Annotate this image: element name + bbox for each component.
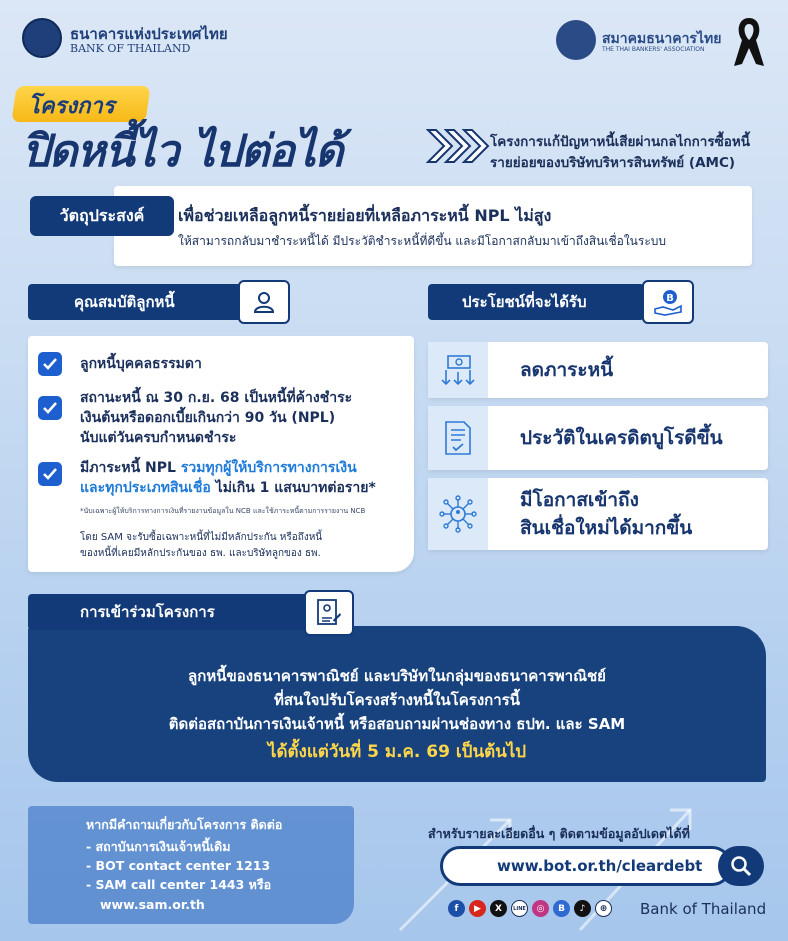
web-icon[interactable]: ⊕ <box>595 900 612 917</box>
credit-report-icon <box>428 406 488 470</box>
contact-item-3: - SAM call center 1443 หรือ <box>86 877 272 892</box>
benefit-1: ลดภาระหนี้ <box>520 359 614 381</box>
checkbox-icon <box>38 352 62 376</box>
join-header <box>28 594 332 630</box>
contact-item-2: - BOT contact center 1213 <box>86 858 271 873</box>
tba-name-en: THE THAI BANKERS' ASSOCIATION <box>602 46 705 53</box>
subtitle-line-1: โครงการแก้ปัญหาหนี้เสียผ่านกลไกการซื้อหนี้ <box>490 134 750 150</box>
checkbox-icon <box>38 462 62 486</box>
document-icon <box>304 590 354 636</box>
social-icons <box>448 900 612 917</box>
qualification-item-3-c: และทุกประเภทสินเชื่อ <box>80 480 211 496</box>
bot-name-en: BANK OF THAILAND <box>70 42 191 55</box>
join-line-1: ลูกหนี้ของธนาคารพาณิชย์ และบริษัทในกลุ่มของธนาคารพาณิชย์ <box>188 667 606 685</box>
user-icon <box>238 280 290 324</box>
qualification-item-2-line-1: สถานะหนี้ ณ 30 ก.ย. 68 เป็นหนี้ที่ค้างชำระ <box>80 390 353 406</box>
qualification-item-3-a: มีภาระหนี้ NPL <box>80 460 181 476</box>
blockdit-icon[interactable]: B <box>553 900 570 917</box>
checkbox-icon <box>38 396 62 420</box>
qualification-item-2-line-2: เงินต้นหรือดอกเบี้ยเกินกว่า 90 วัน (NPL) <box>80 410 336 426</box>
debt-reduction-icon <box>428 342 488 398</box>
chevrons-icon <box>426 126 492 166</box>
qualification-note <box>80 530 322 562</box>
search-button[interactable] <box>718 846 764 886</box>
tba-name-th: สมาคมธนาคารไทย <box>602 31 722 47</box>
line-icon[interactable]: LINE <box>511 900 528 917</box>
subtitle-line-2: รายย่อยของบริษัทบริหารสินทรัพย์ (AMC) <box>490 155 736 171</box>
mourning-ribbon-icon <box>728 14 770 72</box>
join-line-4: ได้ตั้งแต่วันที่ 5 ม.ค. 69 เป็นต้นไป <box>267 742 527 762</box>
join-line-3: ติดต่อสถาบันการเงินเจ้าหนี้ หรือสอบถามผ่านช่องทาง ธปท. และ SAM <box>168 715 626 733</box>
instagram-icon[interactable]: ◎ <box>532 900 549 917</box>
contact-title: หากมีคำถามเกี่ยวกับโครงการ ติดต่อ <box>86 817 283 832</box>
benefit-2: ประวัติในเครดิตบูโรดีขึ้น <box>520 427 723 449</box>
page-subtitle <box>490 132 750 174</box>
url-link[interactable] <box>440 846 732 886</box>
objective-label: วัตถุประสงค์ <box>30 196 174 236</box>
youtube-icon[interactable]: ▶ <box>469 900 486 917</box>
contact-sam-website[interactable]: www.sam.or.th <box>100 897 205 912</box>
qualification-item-3-b: รวมทุกผู้ให้บริการทางการเงิน <box>180 460 357 476</box>
tiktok-icon[interactable]: ♪ <box>574 900 591 917</box>
benefits-header-label: ประโยชน์ที่จะได้รับ <box>462 293 587 311</box>
qualification-note-line-1: โดย SAM จะรับซื้อเฉพาะหนี้ที่ไม่มีหลักประกัน หรือถึงหนี้ <box>80 532 323 543</box>
footer-brand: Bank of Thailand <box>640 900 767 918</box>
benefit-3-line-1: มีโอกาสเข้าถึง <box>520 489 639 511</box>
benefit-3-line-2: สินเชื่อใหม่ได้มากขึ้น <box>520 517 693 539</box>
objective-line-1: เพื่อช่วยเหลือลูกหนี้รายย่อยที่เหลือภาระหนี้ NPL ไม่สูง <box>178 206 552 225</box>
join-line-2: ที่สนใจปรับโครงสร้างหนี้ในโครงการนี้ <box>274 691 520 709</box>
join-header-label: การเข้าร่วมโครงการ <box>80 603 215 621</box>
facebook-icon[interactable]: f <box>448 900 465 917</box>
page-title: ปิดหนี้ไว ไปต่อได้ <box>22 126 343 177</box>
qualifications-header <box>28 284 258 320</box>
qualifications-header-label: คุณสมบัติลูกหนี้ <box>74 293 175 311</box>
follow-text: สำหรับรายละเอียดอื่น ๆ ติดตามข้อมูลอัปเดตได้ที่ <box>428 826 690 841</box>
title-tag: โครงการ <box>28 94 115 119</box>
objective-line-2: ให้สามารถกลับมาชำระหนี้ได้ มีประวัติชำระหนี้ที่ดีขึ้น และมีโอกาสกลับมาเข้าถึงสินเชื่อในระบบ <box>178 234 667 248</box>
qualification-item-3-d: ไม่เกิน 1 แสนบาทต่อราย* <box>210 480 376 496</box>
bot-logo <box>22 18 62 58</box>
qualification-item-2 <box>80 388 352 448</box>
benefits-header <box>428 284 658 320</box>
qualification-item-1: ลูกหนี้บุคคลธรรมดา <box>80 356 202 372</box>
money-hand-icon <box>642 280 694 324</box>
contact-item-1: - สถาบันการเงินเจ้าหนี้เดิม <box>86 839 231 854</box>
search-icon <box>730 855 752 877</box>
network-user-icon <box>428 478 488 550</box>
qualification-footnote: *นับเฉพาะผู้ให้บริการทางการเงินที่รายงานข้อมูลใน NCB และใช้ภาระหนี้ตามการรายงาน NCB <box>80 507 366 515</box>
tba-logo <box>556 20 596 60</box>
qualification-note-line-2: ของหนี้ที่เคยมีหลักประกันของ ธพ. และบริษัทลูกของ ธพ. <box>80 548 321 559</box>
benefit-3 <box>520 486 692 542</box>
svg-text:B: B <box>666 293 674 304</box>
qualification-item-2-line-3: นับแต่วันครบกำหนดชำระ <box>80 430 237 446</box>
x-icon[interactable]: X <box>490 900 507 917</box>
url-text[interactable]: www.bot.or.th/cleardebt <box>497 857 703 875</box>
qualification-item-3 <box>80 458 410 498</box>
bot-name-th: ธนาคารแห่งประเทศไทย <box>70 25 228 43</box>
